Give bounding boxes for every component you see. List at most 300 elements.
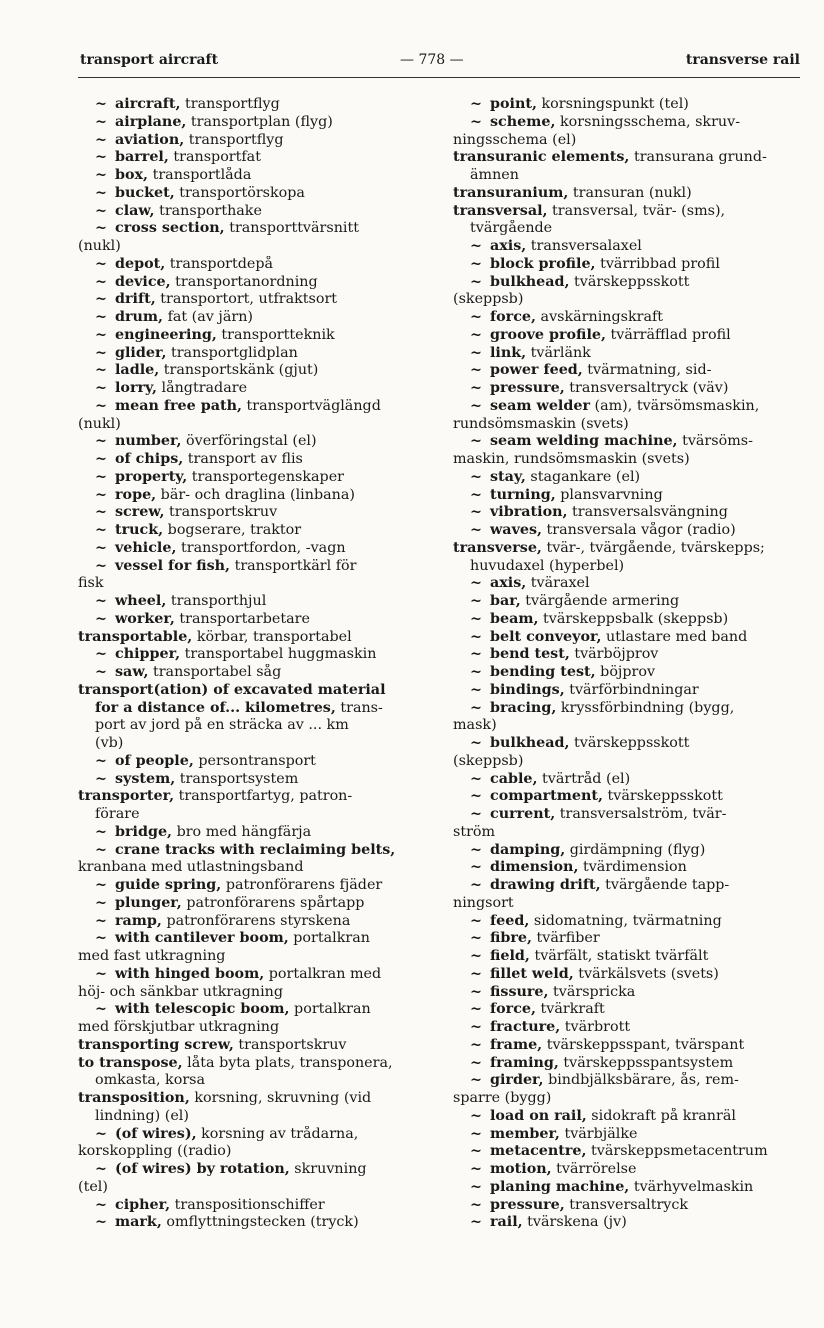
entry-term: girder,	[490, 1072, 544, 1089]
entry-translation: (tel)	[78, 1178, 108, 1195]
dictionary-continuation-line	[453, 895, 803, 913]
entry-translation: tvärskeppsskott	[602, 788, 723, 805]
entry-translation: transporttvärsnitt	[224, 220, 359, 237]
tilde-mark: ~	[470, 983, 482, 1000]
tilde-mark: ~	[470, 1143, 482, 1160]
dictionary-subentry	[453, 984, 803, 1002]
entry-translation: plansvarvning	[555, 486, 663, 503]
entry-translation: transversalsvängning	[567, 504, 728, 521]
tilde-mark: ~	[470, 664, 482, 680]
dictionary-subentry	[453, 327, 803, 345]
dictionary-subentry	[453, 504, 803, 522]
dictionary-subentry	[78, 664, 428, 682]
dictionary-subentry	[453, 487, 803, 505]
entry-term: guide spring,	[115, 877, 222, 893]
entry-translation: tvärgående	[470, 220, 553, 237]
entry-translation: tvärskena (jv)	[522, 1214, 627, 1231]
page-header	[0, 52, 824, 74]
dictionary-subentry	[78, 646, 428, 664]
tilde-mark: ~	[95, 877, 107, 893]
entry-term: planing machine,	[490, 1178, 630, 1195]
tilde-mark: ~	[95, 344, 107, 361]
entry-term: fracture,	[490, 1019, 561, 1035]
tilde-mark: ~	[95, 362, 107, 379]
tilde-mark: ~	[470, 912, 482, 929]
entry-translation: korsning av trådarna,	[196, 1125, 359, 1142]
tilde-mark: ~	[470, 362, 482, 379]
entry-translation: transporthake	[154, 202, 262, 219]
dictionary-continuation-line	[453, 753, 803, 771]
entry-term: transverse,	[453, 539, 542, 556]
entry-term: screw,	[115, 504, 165, 521]
dictionary-subentry	[453, 1019, 803, 1037]
entry-term: vibration,	[490, 504, 568, 521]
entry-translation: tvärskeppsbalk (skeppsb)	[538, 610, 729, 627]
tilde-mark: ~	[95, 646, 107, 663]
entry-translation: tvärskeppsspantsystem	[558, 1054, 734, 1071]
entry-term: depot,	[115, 255, 166, 272]
entry-translation: (vb)	[95, 735, 124, 751]
tilde-mark: ~	[95, 912, 107, 929]
entry-term: transport(ation) of excavated material	[78, 681, 386, 698]
entry-translation: tvärbrott	[560, 1019, 631, 1035]
tilde-mark: ~	[470, 1214, 482, 1231]
dictionary-subentry	[78, 522, 428, 540]
entry-term: ladle,	[115, 362, 160, 379]
tilde-mark: ~	[470, 522, 482, 538]
dictionary-headword-entry	[453, 185, 803, 203]
dictionary-subentry	[453, 1037, 803, 1055]
entry-translation: tvärrörelse	[551, 1161, 637, 1177]
dictionary-subentry	[453, 859, 803, 877]
entry-translation: bogserare, traktor	[163, 522, 302, 538]
tilde-mark: ~	[470, 326, 482, 343]
dictionary-continuation-line	[453, 291, 803, 309]
dictionary-continuation-line	[453, 1090, 803, 1108]
dictionary-subentry	[78, 451, 428, 469]
dictionary-continuation-line	[78, 735, 428, 753]
entry-translation: transportskruv	[164, 504, 278, 521]
tilde-mark: ~	[95, 255, 107, 272]
page-number: — 778 —	[400, 52, 464, 68]
tilde-mark: ~	[95, 504, 107, 521]
dictionary-continuation-line	[453, 451, 803, 469]
entry-translation: transportfat	[168, 149, 261, 166]
tilde-mark: ~	[470, 575, 482, 592]
entry-translation: (skeppsb)	[453, 752, 524, 769]
dictionary-subentry	[78, 504, 428, 522]
tilde-mark: ~	[95, 930, 107, 947]
dictionary-subentry	[78, 469, 428, 487]
entry-translation: bro med hängfärja	[172, 823, 312, 840]
entry-translation: tvärskeppsmetacentrum	[586, 1143, 768, 1160]
tilde-mark: ~	[95, 273, 107, 290]
entry-translation: portalkran	[288, 930, 370, 947]
entry-term: seam welding machine,	[490, 433, 678, 450]
dictionary-subentry	[78, 540, 428, 558]
dictionary-continuation-line	[78, 984, 428, 1002]
entry-translation: omkasta, korsa	[95, 1072, 206, 1089]
entry-term: stay,	[490, 468, 526, 485]
entry-term: saw,	[115, 664, 149, 680]
entry-translation: transportväglängd	[241, 397, 381, 414]
dictionary-headword-entry	[78, 788, 428, 806]
tilde-mark: ~	[470, 504, 482, 521]
entry-term: transporter,	[78, 788, 175, 805]
entry-translation: körbar, transportabel	[192, 628, 352, 645]
entry-translation: maskin, rundsömsmaskin (svets)	[453, 451, 690, 467]
tilde-mark: ~	[470, 96, 482, 112]
tilde-mark: ~	[470, 646, 482, 663]
entry-term: seam welder	[490, 397, 590, 414]
entry-translation: ningsschema (el)	[453, 131, 577, 148]
entry-term: load on rail,	[490, 1107, 587, 1124]
dictionary-subentry	[78, 185, 428, 203]
dictionary-continuation-line	[78, 806, 428, 824]
entry-term: plunger,	[115, 894, 182, 911]
dictionary-subentry	[453, 575, 803, 593]
tilde-mark: ~	[470, 344, 482, 361]
entry-term: bucket,	[115, 184, 175, 201]
entry-translation: transportfartyg, patron-	[174, 788, 353, 805]
entry-term: motion,	[490, 1161, 552, 1177]
dictionary-subentry	[78, 291, 428, 309]
entry-term: mark,	[115, 1214, 162, 1231]
dictionary-subentry	[78, 824, 428, 842]
dictionary-headword-entry	[78, 629, 428, 647]
dictionary-subentry	[453, 274, 803, 292]
tilde-mark: ~	[95, 291, 107, 308]
tilde-mark: ~	[470, 930, 482, 947]
entry-translation: sidokraft på kranräl	[586, 1107, 736, 1124]
tilde-mark: ~	[470, 1161, 482, 1177]
entry-term: transuranic elements,	[453, 149, 630, 166]
tilde-mark: ~	[470, 628, 482, 645]
tilde-mark: ~	[95, 894, 107, 911]
tilde-mark: ~	[470, 1196, 482, 1213]
entry-term: (of wires),	[115, 1125, 197, 1142]
tilde-mark: ~	[470, 1178, 482, 1195]
entry-term: wheel,	[115, 593, 167, 609]
entry-term: rail,	[490, 1214, 523, 1231]
entry-term: transversal,	[453, 202, 548, 219]
dictionary-subentry	[78, 398, 428, 416]
dictionary-subentry	[453, 114, 803, 132]
dictionary-subentry	[453, 309, 803, 327]
entry-translation: tvärkälsvets (svets)	[573, 965, 719, 982]
entry-term: fissure,	[490, 983, 549, 1000]
tilde-mark: ~	[470, 486, 482, 503]
entry-term: feed,	[490, 912, 530, 929]
entry-translation: tvärtråd (el)	[537, 770, 631, 787]
dictionary-subentry	[78, 1214, 428, 1232]
entry-term: axis,	[490, 575, 527, 592]
entry-translation: port av jord på en sträcka av ... km	[95, 717, 349, 734]
entry-translation: tvärskeppsskott	[569, 735, 690, 751]
dictionary-continuation-line	[78, 700, 428, 718]
entry-translation: tvärsöms-	[677, 433, 753, 450]
entry-term: pressure,	[490, 1196, 565, 1213]
dictionary-subentry	[453, 842, 803, 860]
dictionary-headword-entry	[78, 1037, 428, 1055]
left-column	[78, 96, 428, 1232]
entry-translation: lindning) (el)	[95, 1107, 189, 1124]
dictionary-subentry	[453, 1143, 803, 1161]
entry-translation: transversal, tvär- (sms),	[547, 202, 726, 219]
dictionary-subentry	[78, 1197, 428, 1215]
dictionary-continuation-line	[78, 575, 428, 593]
tilde-mark: ~	[470, 610, 482, 627]
entry-term: transporting screw,	[78, 1036, 234, 1053]
entry-translation: transversaltryck (väv)	[564, 380, 729, 396]
entry-translation: med fast utkragning	[78, 948, 226, 964]
dictionary-subentry	[78, 842, 428, 860]
tilde-mark: ~	[470, 273, 482, 290]
tilde-mark: ~	[95, 131, 107, 148]
entry-translation: bär- och draglina (linbana)	[156, 486, 355, 503]
entry-translation: patronförarens styrskena	[161, 912, 351, 929]
tilde-mark: ~	[470, 965, 482, 982]
tilde-mark: ~	[95, 1161, 107, 1177]
entry-translation: tvärförbindningar	[564, 681, 699, 698]
entry-term: pressure,	[490, 380, 565, 396]
dictionary-subentry	[78, 1126, 428, 1144]
tilde-mark: ~	[95, 1001, 107, 1018]
dictionary-continuation-line	[453, 824, 803, 842]
entry-term: lorry,	[115, 380, 157, 396]
entry-translation: transportarbetare	[174, 610, 310, 627]
entry-translation: tvärhyvelmaskin	[629, 1178, 754, 1195]
dictionary-headword-entry	[453, 149, 803, 167]
entry-term: ramp,	[115, 912, 162, 929]
entry-term: property,	[115, 468, 188, 485]
dictionary-subentry	[78, 327, 428, 345]
dictionary-continuation-line	[78, 948, 428, 966]
entry-translation: höj- och sänkbar utkragning	[78, 983, 284, 1000]
entry-translation: skruvning	[289, 1161, 367, 1177]
dictionary-subentry	[78, 611, 428, 629]
entry-translation: tvär-, tvärgående, tvärskepps;	[541, 539, 765, 556]
entry-term: bending test,	[490, 664, 596, 680]
tilde-mark: ~	[470, 699, 482, 716]
tilde-mark: ~	[95, 823, 107, 840]
dictionary-subentry	[453, 1214, 803, 1232]
dictionary-subentry	[453, 1126, 803, 1144]
entry-translation: transportfordon, -vagn	[176, 539, 346, 556]
tilde-mark: ~	[95, 149, 107, 166]
entry-translation: utlastare med band	[601, 628, 748, 645]
entry-translation: tvärböjprov	[569, 646, 659, 663]
entry-translation: transversaltryck	[564, 1196, 689, 1213]
header-rule	[78, 77, 800, 78]
entry-translation: transportkärl för	[230, 557, 357, 574]
dictionary-continuation-line	[78, 1019, 428, 1037]
tilde-mark: ~	[470, 1036, 482, 1053]
entry-term: system,	[115, 770, 176, 787]
tilde-mark: ~	[95, 1214, 107, 1231]
dictionary-subentry	[78, 96, 428, 114]
dictionary-subentry	[78, 487, 428, 505]
entry-translation: transversalaxel	[526, 238, 642, 254]
entry-translation: korsningspunkt (tel)	[536, 96, 689, 112]
entry-term: mean free path,	[115, 397, 242, 414]
dictionary-subentry	[78, 362, 428, 380]
entry-translation: ämnen	[470, 167, 519, 183]
entry-translation: tvärspricka	[548, 983, 636, 1000]
tilde-mark: ~	[95, 468, 107, 485]
entry-translation: (nukl)	[78, 415, 121, 432]
dictionary-continuation-line	[453, 167, 803, 185]
tilde-mark: ~	[470, 468, 482, 485]
entry-term: drift,	[115, 291, 156, 308]
entry-translation: patronförarens fjäder	[221, 877, 383, 893]
dictionary-subentry	[453, 664, 803, 682]
entry-translation: transportflyg	[180, 96, 280, 112]
dictionary-subentry	[453, 362, 803, 380]
entry-translation: stagankare (el)	[525, 468, 641, 485]
entry-term: power feed,	[490, 362, 583, 379]
entry-translation: fisk	[78, 575, 104, 592]
entry-term: truck,	[115, 522, 164, 538]
entry-term: of chips,	[115, 451, 184, 467]
entry-term: force,	[490, 1001, 536, 1018]
tilde-mark: ~	[95, 557, 107, 574]
entry-translation: transportskruv	[233, 1036, 347, 1053]
entry-term: with cantilever boom,	[115, 930, 289, 947]
entry-translation: transportort, utfraktsort	[155, 291, 338, 308]
entry-translation: transporthjul	[166, 593, 267, 609]
dictionary-subentry	[78, 1161, 428, 1179]
entry-term: current,	[490, 806, 556, 822]
entry-term: with telescopic boom,	[115, 1001, 290, 1018]
entry-translation: tvärribbad profil	[595, 255, 720, 272]
entry-translation: tvärskeppsspant, tvärspant	[542, 1036, 745, 1053]
entry-translation: bindbjälksbärare, ås, rem-	[543, 1072, 739, 1089]
dictionary-subentry	[78, 1001, 428, 1019]
entry-term: beam,	[490, 610, 539, 627]
entry-translation: tvärräfflad profil	[605, 326, 731, 343]
entry-translation: transportlåda	[148, 167, 252, 183]
entry-term: framing,	[490, 1054, 559, 1071]
entry-translation: låta byta plats, transponera,	[182, 1054, 393, 1071]
entry-translation: sparre (bygg)	[453, 1090, 552, 1106]
tilde-mark: ~	[470, 1125, 482, 1142]
tilde-mark: ~	[95, 770, 107, 787]
entry-term: crane tracks with reclaiming belts,	[115, 841, 396, 858]
dictionary-subentry	[78, 203, 428, 221]
dictionary-subentry	[453, 256, 803, 274]
dictionary-subentry	[453, 788, 803, 806]
entry-translation: tvärgående tapp-	[600, 877, 730, 893]
tilde-mark: ~	[95, 451, 107, 467]
tilde-mark: ~	[470, 433, 482, 450]
entry-term: glider,	[115, 344, 167, 361]
tilde-mark: ~	[95, 397, 107, 414]
entry-term: block profile,	[490, 255, 596, 272]
entry-translation: tvärskeppsskott	[569, 273, 690, 290]
dictionary-subentry	[78, 895, 428, 913]
entry-term: with hinged boom,	[115, 965, 265, 982]
tilde-mark: ~	[95, 1125, 107, 1142]
entry-term: rope,	[115, 486, 157, 503]
entry-term: (of wires) by rotation,	[115, 1161, 290, 1177]
dictionary-subentry	[78, 309, 428, 327]
entry-translation: tvärfält, statiskt tvärfält	[529, 948, 709, 964]
entry-translation: ström	[453, 823, 496, 840]
entry-translation: sidomatning, tvärmatning	[529, 912, 722, 929]
entry-term: field,	[490, 948, 530, 964]
tilde-mark: ~	[95, 433, 107, 450]
tilde-mark: ~	[470, 238, 482, 254]
entry-translation: avskärningskraft	[536, 309, 664, 325]
entry-translation: portalkran	[289, 1001, 371, 1018]
entry-term: engineering,	[115, 326, 217, 343]
entry-term: force,	[490, 309, 536, 325]
entry-term: fillet weld,	[490, 965, 574, 982]
tilde-mark: ~	[95, 522, 107, 538]
dictionary-continuation-line	[78, 238, 428, 256]
dictionary-subentry	[78, 913, 428, 931]
entry-translation: transversalström, tvär-	[555, 806, 727, 822]
entry-translation: mask)	[453, 717, 497, 734]
entry-translation: långtradare	[156, 380, 248, 396]
entry-term: axis,	[490, 238, 527, 254]
entry-term: airplane,	[115, 113, 187, 130]
dictionary-subentry	[453, 1072, 803, 1090]
dictionary-subentry	[453, 930, 803, 948]
entry-term: aircraft,	[115, 96, 181, 112]
entry-term: turning,	[490, 486, 556, 503]
dictionary-continuation-line	[78, 859, 428, 877]
entry-translation: kranbana med utlastningsband	[78, 859, 304, 876]
entry-term: groove profile,	[490, 326, 606, 343]
dictionary-subentry	[453, 593, 803, 611]
dictionary-subentry	[78, 167, 428, 185]
entry-translation: transuran (nukl)	[568, 184, 692, 201]
entry-translation: transportörskopa	[174, 184, 305, 201]
dictionary-subentry	[78, 593, 428, 611]
dictionary-subentry	[453, 700, 803, 718]
dictionary-subentry	[453, 345, 803, 363]
dictionary-subentry	[453, 1197, 803, 1215]
entry-term: worker,	[115, 610, 175, 627]
dictionary-subentry	[453, 682, 803, 700]
dictionary-continuation-line	[78, 1072, 428, 1090]
dictionary-subentry	[78, 345, 428, 363]
entry-term: box,	[115, 167, 149, 183]
entry-term: claw,	[115, 202, 155, 219]
dictionary-subentry	[453, 238, 803, 256]
entry-term: compartment,	[490, 788, 603, 805]
entry-term: point,	[490, 96, 537, 112]
entry-translation: (skeppsb)	[453, 291, 524, 308]
entry-translation: transportanordning	[170, 273, 318, 290]
dictionary-subentry	[453, 96, 803, 114]
entry-translation: patronförarens spårtapp	[181, 894, 365, 911]
tilde-mark: ~	[95, 1196, 107, 1213]
tilde-mark: ~	[95, 220, 107, 237]
dictionary-headword-entry	[453, 540, 803, 558]
dictionary-subentry	[78, 966, 428, 984]
dictionary-subentry	[78, 930, 428, 948]
tilde-mark: ~	[470, 1054, 482, 1071]
entry-term: cross section,	[115, 220, 225, 237]
entry-term: member,	[490, 1125, 560, 1142]
entry-translation: transportskänk (gjut)	[159, 362, 319, 379]
dictionary-subentry	[453, 806, 803, 824]
entry-term: bracing,	[490, 699, 557, 716]
dictionary-subentry	[453, 1161, 803, 1179]
